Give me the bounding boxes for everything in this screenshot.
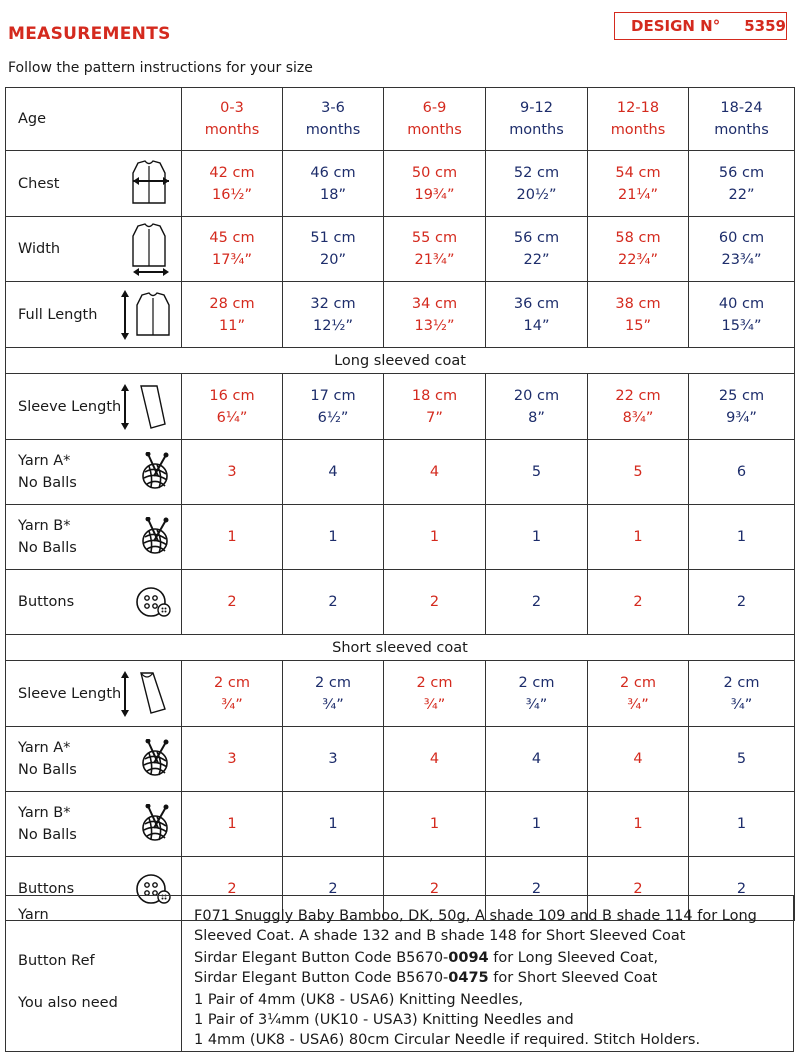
width-label: Width (18, 241, 61, 257)
value-text: 22 cm (615, 387, 661, 404)
size-header (384, 88, 486, 151)
value-cell (384, 661, 486, 727)
value-cell: 2 (283, 570, 384, 635)
value-text: ¾” (525, 696, 548, 713)
value-text: 1 4mm (UK8 - USA6) 80cm Circular Needle if required. Stitch Holders. (194, 1032, 701, 1048)
value-text: months (407, 122, 462, 138)
value-text: 8” (528, 409, 545, 426)
hem-width-icon (129, 222, 173, 276)
age-label: Age (18, 111, 47, 127)
yarn-ball-icon (139, 739, 173, 779)
no-balls-label: No Balls (18, 540, 77, 556)
value-cell: 2 (689, 857, 795, 921)
buttons-label: Buttons (18, 594, 75, 610)
value-text: 42 cm (209, 164, 255, 181)
value-cell (182, 282, 283, 348)
value-cell: 1 (283, 792, 384, 857)
value-cell: 4 (283, 440, 384, 505)
value-text: 2 cm (723, 674, 760, 691)
value-text: 12½” (312, 317, 354, 334)
yarn-ball-icon (139, 517, 173, 557)
value-cell (588, 661, 689, 727)
value-cell (689, 374, 795, 440)
value-cell: 1 (182, 792, 283, 857)
value-cell: 1 (182, 505, 283, 570)
value-cell: 1 (689, 505, 795, 570)
value-text: months (305, 122, 361, 138)
design-number: 5359 (744, 17, 786, 35)
value-text: 16½” (211, 186, 253, 203)
value-cell (283, 282, 384, 348)
full-length-label: Full Length (18, 306, 98, 323)
value-text: ¾” (322, 696, 344, 713)
row-label-cell (6, 217, 182, 282)
value-cell: 4 (384, 440, 486, 505)
no-balls-label: No Balls (18, 827, 77, 843)
value-cell: 3 (182, 440, 283, 505)
size-header (689, 88, 795, 151)
value-text: Sirdar Elegant Button Code B5670- (194, 950, 449, 966)
yarn-a-label: Yarn A* (18, 453, 71, 469)
row-label-cell (6, 282, 182, 348)
button-icon (135, 585, 173, 619)
value-text: 18-24 (720, 100, 763, 116)
value-text: 8¾” (622, 409, 654, 426)
value-cell (384, 282, 486, 348)
value-cell: 5 (689, 727, 795, 792)
size-header (588, 88, 689, 151)
section-title: Long sleeved coat (6, 348, 795, 374)
also-need-text (194, 990, 784, 1050)
value-text: ¾” (730, 696, 753, 713)
value-text: 28 cm (209, 295, 255, 312)
value-text: 36 cm (513, 295, 560, 312)
value-cell: 2 (689, 570, 795, 635)
row-label-cell (6, 727, 182, 792)
yarn-b-label: Yarn B* (18, 805, 71, 821)
row-label-cell (6, 570, 182, 635)
value-text: 40 cm (718, 295, 765, 312)
value-cell (689, 282, 795, 348)
value-cell (588, 151, 689, 217)
value-cell: 1 (588, 792, 689, 857)
size-header (182, 88, 283, 151)
value-text: months (509, 122, 564, 138)
value-cell (689, 661, 795, 727)
value-text: 51 cm (310, 230, 356, 246)
value-text: 9¾” (726, 409, 757, 426)
value-text: 15¾” (721, 317, 762, 334)
value-cell: 2 (283, 857, 384, 921)
value-cell: 1 (283, 505, 384, 570)
page-title: MEASUREMENTS (8, 24, 171, 44)
short-sleeve-icon (121, 669, 173, 719)
size-header (283, 88, 384, 151)
value-cell (182, 374, 283, 440)
value-cell (689, 151, 795, 217)
value-text: 3-6 (321, 100, 345, 116)
value-cell (182, 661, 283, 727)
measurements-table (5, 87, 795, 921)
value-cell: 2 (182, 570, 283, 635)
yarn-ball-icon (139, 804, 173, 844)
value-cell (182, 151, 283, 217)
age-row (6, 88, 795, 151)
value-text: 45 cm (209, 230, 255, 246)
sleeve-length-row (6, 661, 795, 727)
value-cell (283, 217, 384, 282)
value-text: 0-3 (220, 100, 244, 116)
buttons-row (6, 570, 795, 635)
value-text: 11” (219, 317, 245, 334)
value-text: ¾” (423, 696, 446, 713)
row-label-cell (6, 661, 182, 727)
row-label-cell (6, 374, 182, 440)
value-cell: 4 (588, 727, 689, 792)
value-cell: 2 (486, 857, 588, 921)
value-text: 17¾” (211, 252, 253, 268)
value-text: 38 cm (615, 295, 661, 312)
page-subtitle: Follow the pattern instructions for your size (8, 60, 313, 76)
value-text: 20 cm (513, 387, 560, 404)
value-text: 13½” (414, 317, 455, 334)
value-cell: 3 (283, 727, 384, 792)
full-length-icon (121, 288, 173, 342)
value-cell (384, 151, 486, 217)
row-label-cell (6, 505, 182, 570)
value-cell (588, 217, 689, 282)
value-text: months (204, 122, 260, 138)
value-text: 19¾” (414, 186, 455, 203)
value-cell: 2 (384, 570, 486, 635)
value-cell (283, 374, 384, 440)
value-cell: 4 (486, 727, 588, 792)
value-text: 2 cm (214, 674, 250, 691)
value-text: 9-12 (520, 100, 553, 116)
yarn-note-text: F071 Snuggly Baby Bamboo, DK, 50g, A shade 109 and B shade 114 for Long Sleeved Coat. A shade 132 and B shade 148 for Short Sleeved Coat (194, 908, 757, 944)
yarn-b-row (6, 505, 795, 570)
value-text: 22” (728, 186, 755, 203)
value-cell (384, 374, 486, 440)
value-cell (283, 151, 384, 217)
design-label: DESIGN N° (631, 17, 721, 35)
value-cell (182, 217, 283, 282)
value-cell: 1 (588, 505, 689, 570)
value-cell (384, 217, 486, 282)
yarn-b-label: Yarn B* (18, 518, 71, 534)
full-length-row (6, 282, 795, 348)
row-label-cell (6, 792, 182, 857)
value-cell: 6 (689, 440, 795, 505)
value-text: 2 cm (620, 674, 656, 691)
value-text: ¾” (221, 696, 243, 713)
value-text: 21¾” (414, 252, 455, 268)
value-text: 20” (320, 252, 346, 268)
value-text: 6-9 (422, 100, 447, 116)
width-row (6, 217, 795, 282)
value-text: 2 cm (518, 674, 555, 691)
value-cell: 2 (384, 857, 486, 921)
notes-box (5, 895, 794, 1052)
value-text: 54 cm (615, 164, 661, 181)
value-text: 16 cm (209, 387, 255, 404)
value-cell (588, 282, 689, 348)
section-title: Short sleeved coat (6, 635, 795, 661)
no-balls-label: No Balls (18, 762, 77, 778)
value-cell: 1 (384, 792, 486, 857)
value-text: 2 cm (416, 674, 453, 691)
yarn-a-row (6, 727, 795, 792)
value-text: 18” (320, 186, 346, 203)
value-text: 0094 (448, 950, 489, 966)
design-number-box (614, 12, 787, 40)
value-text: 15” (625, 317, 651, 334)
yarn-a-row (6, 440, 795, 505)
chest-label: Chest (18, 175, 60, 192)
value-cell: 2 (588, 570, 689, 635)
value-cell (283, 661, 384, 727)
value-text: 56 cm (513, 230, 560, 246)
value-text: Sirdar Elegant Button Code B5670- (194, 970, 449, 986)
sleeve-length-label: Sleeve Length (18, 398, 122, 415)
yarn-ball-icon (139, 452, 173, 492)
value-cell: 1 (486, 505, 588, 570)
value-cell (486, 374, 588, 440)
value-text: 56 cm (718, 164, 765, 181)
value-cell: 4 (384, 727, 486, 792)
button-ref-label: Button Ref (18, 953, 95, 969)
value-text: 34 cm (411, 295, 458, 312)
value-text: 21¼” (617, 186, 659, 203)
no-balls-label: No Balls (18, 475, 77, 491)
value-text: 20½” (516, 186, 557, 203)
row-label-cell (6, 151, 182, 217)
button-ref-text (194, 948, 784, 988)
notes-divider (181, 896, 182, 1051)
value-text: for Long Sleeved Coat, (488, 950, 659, 966)
value-text: 17 cm (310, 387, 356, 404)
sleeve-length-row (6, 374, 795, 440)
value-text: 18 cm (411, 387, 458, 404)
buttons-label: Buttons (18, 880, 75, 897)
value-text: 12-18 (616, 100, 660, 116)
value-text: 0475 (448, 970, 489, 986)
value-text: 60 cm (718, 230, 765, 246)
value-text: months (714, 122, 769, 138)
value-text: 52 cm (513, 164, 560, 181)
value-cell (486, 217, 588, 282)
value-cell: 1 (486, 792, 588, 857)
value-cell: 1 (384, 505, 486, 570)
section-header-short (6, 635, 795, 661)
yarn-b-row (6, 792, 795, 857)
value-cell: 2 (486, 570, 588, 635)
yarn-note-label: Yarn (18, 907, 49, 923)
also-need-label: You also need (18, 995, 118, 1011)
sleeve-length-icon (121, 382, 173, 432)
value-cell: 1 (689, 792, 795, 857)
value-text: 22¾” (617, 252, 659, 268)
value-cell: 5 (486, 440, 588, 505)
value-text: 1 Pair of 4mm (UK8 - USA6) Knitting Needles, (194, 992, 524, 1008)
value-text: 22” (523, 252, 550, 268)
size-header (486, 88, 588, 151)
value-cell: 5 (588, 440, 689, 505)
value-text: 23¾” (721, 252, 762, 268)
value-text: 1 Pair of 3¼mm (UK10 - USA3) Knitting Needles and (194, 1012, 574, 1028)
value-text: 7” (426, 409, 443, 426)
value-text: 32 cm (310, 295, 356, 312)
row-label-cell (6, 88, 182, 151)
value-text: 14” (523, 317, 550, 334)
value-text: for Short Sleeved Coat (488, 970, 658, 986)
value-text: 46 cm (310, 164, 356, 181)
value-cell (588, 374, 689, 440)
chest-row (6, 151, 795, 217)
yarn-a-label: Yarn A* (18, 740, 71, 756)
value-text: 25 cm (718, 387, 765, 404)
sleeve-length-label: Sleeve Length (18, 685, 122, 702)
chest-width-icon (129, 159, 173, 209)
value-cell (689, 217, 795, 282)
section-header-long (6, 348, 795, 374)
value-cell: 2 (182, 857, 283, 921)
value-cell (486, 151, 588, 217)
value-cell (486, 661, 588, 727)
value-cell: 2 (588, 857, 689, 921)
value-text: 58 cm (615, 230, 661, 246)
value-text: 2 cm (315, 674, 351, 691)
value-text: ¾” (627, 696, 649, 713)
value-text: 55 cm (411, 230, 458, 246)
value-text: 6½” (317, 409, 349, 426)
value-cell: 3 (182, 727, 283, 792)
value-cell (486, 282, 588, 348)
value-text: 6¼” (216, 409, 248, 426)
row-label-cell (6, 440, 182, 505)
value-text: months (610, 122, 666, 138)
value-text: 50 cm (411, 164, 458, 181)
